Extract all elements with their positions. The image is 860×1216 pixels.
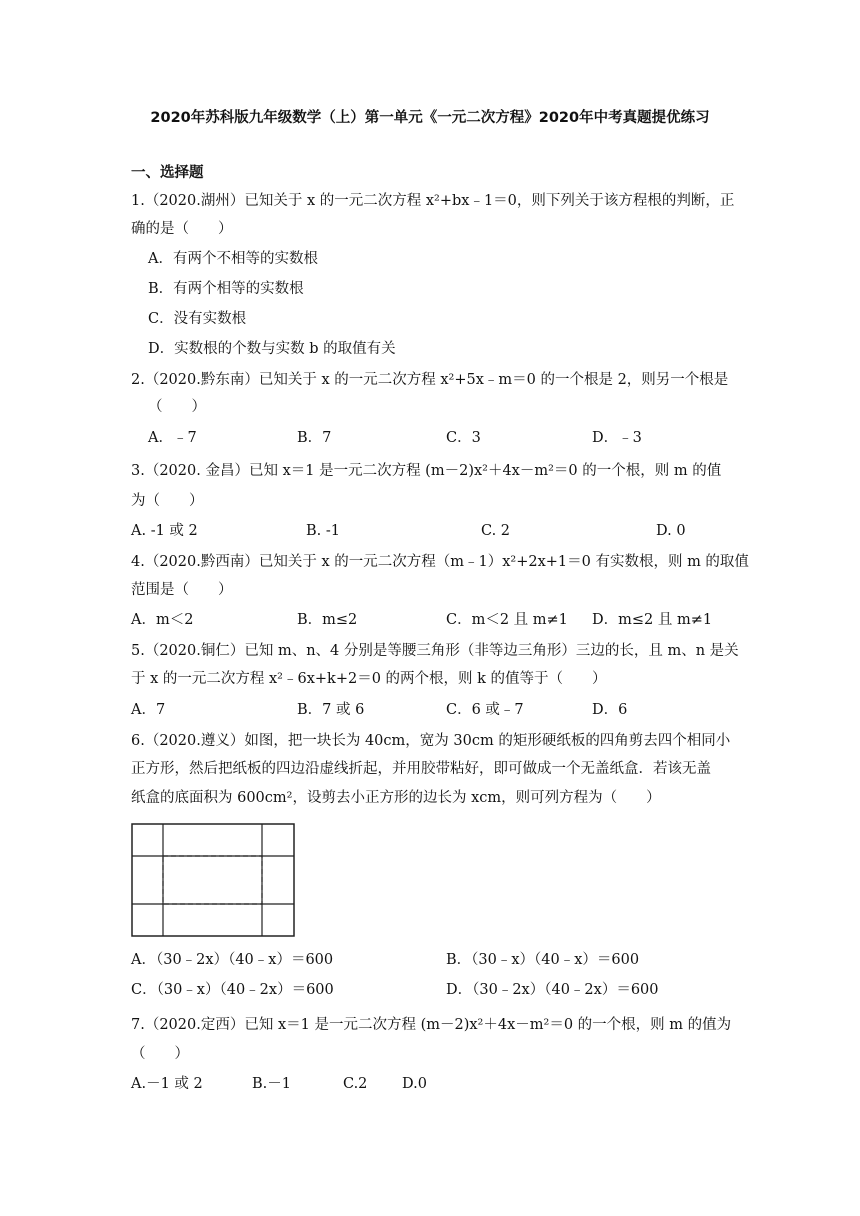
q6-stem-line3: 纸盒的底面积为 600cm²，设剪去小正方形的边长为 xcm，则可列方程为（ ）: [131, 790, 661, 806]
q3-stem-line1: 3.（2020. 金昌）已知 x＝1 是一元二次方程 (m－2)x²＋4x－m²＝0 的一个根，则 m 的值: [131, 463, 722, 479]
q7-stem-line2: （ ）: [131, 1046, 189, 1062]
q2-option-a: A．﹣7: [148, 430, 197, 446]
q1-option-c: C．没有实数根: [148, 311, 247, 327]
q5-option-d: D．6: [592, 702, 628, 718]
q2-option-b: B．7: [297, 430, 332, 446]
q6-option-a: A．（30﹣2x）（40﹣x）＝600: [131, 952, 334, 968]
q6-option-d: D．（30﹣2x）（40﹣2x）＝600: [446, 982, 659, 998]
q2-stem-line2: （ ）: [148, 399, 206, 415]
q6-stem-line2: 正方形，然后把纸板的四边沿虚线折起，并用胶带粘好，即可做成一个无盖纸盒．若该无盖: [131, 761, 711, 777]
q4-option-b: B．m≤2: [297, 612, 358, 628]
q1-option-b: B．有两个相等的实数根: [148, 281, 304, 297]
q7-option-b: B.－1: [252, 1076, 291, 1092]
q5-stem-line2: 于 x 的一元二次方程 x²﹣6x+k+2＝0 的两个根，则 k 的值等于（ ）: [131, 671, 607, 687]
q1-option-a: A．有两个不相等的实数根: [148, 251, 318, 267]
q7-option-a: A.－1 或 2: [131, 1076, 203, 1092]
q3-option-b: B. -1: [306, 523, 340, 539]
q3-option-c: C. 2: [481, 523, 511, 539]
section-heading: 一、选择题: [131, 165, 204, 181]
q4-stem-line2: 范围是（ ）: [131, 582, 233, 598]
q3-option-a: A. -1 或 2: [131, 523, 198, 539]
outer-rectangle: [132, 824, 294, 936]
q7-option-c: C.2: [343, 1076, 368, 1092]
q3-option-d: D. 0: [656, 523, 686, 539]
q5-option-c: C．6 或﹣7: [446, 702, 524, 718]
q4-option-c: C．m＜2 且 m≠1: [446, 612, 568, 628]
q6-option-c: C．（30﹣x）（40﹣2x）＝600: [131, 982, 334, 998]
cardboard-box-diagram: [131, 823, 295, 937]
q2-option-c: C．3: [446, 430, 481, 446]
q3-stem-line2: 为（ ）: [131, 493, 204, 509]
q7-stem-line1: 7.（2020.定西）已知 x＝1 是一元二次方程 (m－2)x²＋4x－m²＝0 的一个根，则 m 的值为: [131, 1017, 732, 1033]
q7-option-d: D.0: [402, 1076, 427, 1092]
q5-option-a: A．7: [131, 702, 166, 718]
q4-option-d: D．m≤2 且 m≠1: [592, 612, 713, 628]
q2-option-d: D．﹣3: [592, 430, 642, 446]
q5-option-b: B．7 或 6: [297, 702, 365, 718]
q1-stem-line1: 1.（2020.湖州）已知关于 x 的一元二次方程 x²+bx﹣1＝0，则下列关于该方程根的判断，正: [131, 193, 735, 209]
q4-option-a: A．m＜2: [131, 612, 194, 628]
q4-stem-line1: 4.（2020.黔西南）已知关于 x 的一元二次方程（m﹣1）x²+2x+1＝0 有实数根，则 m 的取值: [131, 554, 749, 570]
q1-stem-line2: 确的是（ ）: [131, 221, 233, 237]
q2-stem-line1: 2.（2020.黔东南）已知关于 x 的一元二次方程 x²+5x﹣m＝0 的一个根是 2，则另一个根是: [131, 372, 729, 388]
page-title: 2020年苏科版九年级数学（上）第一单元《一元二次方程》2020年中考真题提优练习: [150, 110, 710, 126]
q6-option-b: B．（30﹣x）（40﹣x）＝600: [446, 952, 640, 968]
q6-stem-line1: 6.（2020.遵义）如图，把一块长为 40cm，宽为 30cm 的矩形硬纸板的四角剪去四个相同小: [131, 733, 731, 749]
fold-line-dashed: [163, 856, 262, 904]
q5-stem-line1: 5.（2020.铜仁）已知 m、n、4 分别是等腰三角形（非等边三角形）三边的长，且 m、n 是关: [131, 643, 739, 659]
q1-option-d: D．实数根的个数与实数 b 的取值有关: [148, 341, 396, 357]
